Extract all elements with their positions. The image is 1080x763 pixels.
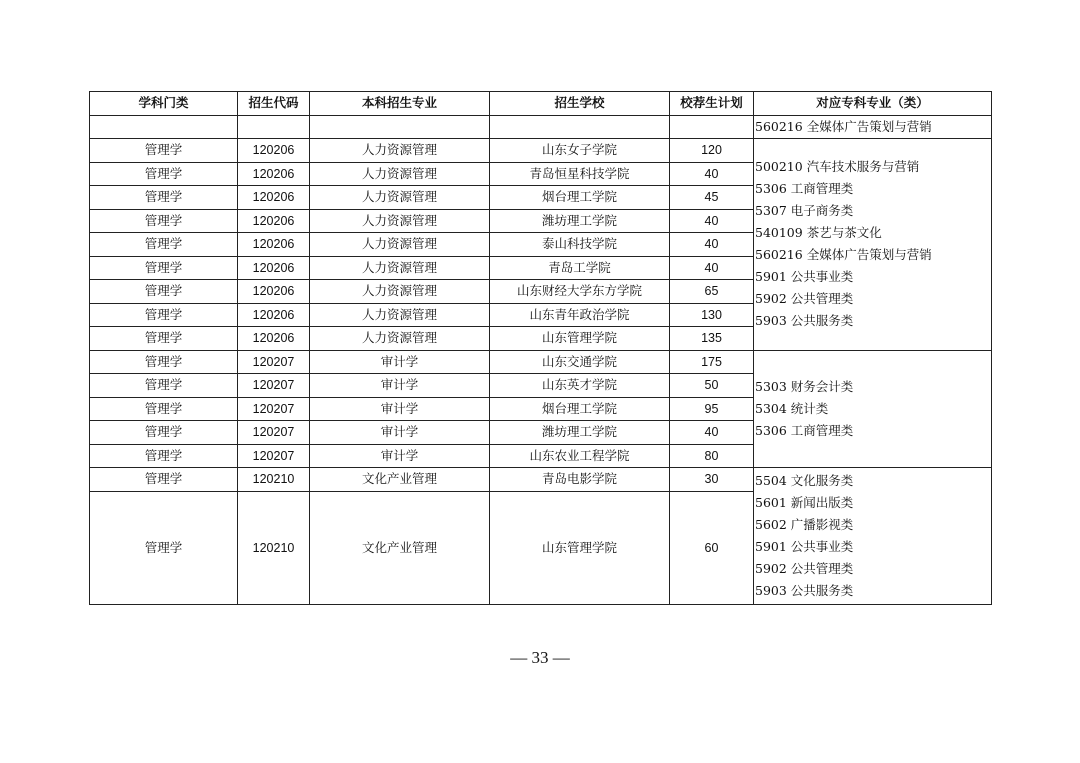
cell-school: 山东财经大学东方学院 [490, 280, 670, 304]
cell-category: 管理学 [90, 374, 238, 398]
related-major-item: 5601 新闻出版类 [755, 494, 854, 510]
cell-school [490, 115, 670, 139]
cell-plan: 40 [670, 162, 754, 186]
cell-school: 青岛电影学院 [490, 468, 670, 492]
cell-school: 山东农业工程学院 [490, 444, 670, 468]
cell-category [90, 115, 238, 139]
cell-major: 人力资源管理 [310, 162, 490, 186]
cell-category: 管理学 [90, 444, 238, 468]
cell-major: 文化产业管理 [310, 491, 490, 604]
cell-major: 人力资源管理 [310, 280, 490, 304]
cell-code: 120207 [238, 421, 310, 445]
cell-school: 山东英才学院 [490, 374, 670, 398]
related-major-item: 560216 全媒体广告策划与营销 [755, 247, 932, 263]
cell-code: 120206 [238, 162, 310, 186]
header-category: 学科门类 [90, 92, 238, 116]
cell-category: 管理学 [90, 421, 238, 445]
cell-category: 管理学 [90, 491, 238, 604]
cell-plan: 135 [670, 327, 754, 351]
cell-code: 120207 [238, 374, 310, 398]
related-major-item: 5902 公共管理类 [755, 560, 854, 576]
cell-major [310, 115, 490, 139]
related-major-item: 5306 工商管理类 [755, 181, 854, 197]
cell-code: 120210 [238, 468, 310, 492]
cell-major: 审计学 [310, 397, 490, 421]
header-major: 本科招生专业 [310, 92, 490, 116]
cell-major: 人力资源管理 [310, 327, 490, 351]
related-major-item: 5602 广播影视类 [755, 516, 854, 532]
cell-plan: 40 [670, 209, 754, 233]
cell-plan: 50 [670, 374, 754, 398]
cell-code: 120206 [238, 233, 310, 257]
cell-category: 管理学 [90, 397, 238, 421]
cell-category: 管理学 [90, 186, 238, 210]
cell-plan: 60 [670, 491, 754, 604]
cell-major: 文化产业管理 [310, 468, 490, 492]
table-body [90, 115, 992, 604]
cell-plan: 130 [670, 303, 754, 327]
table-row [90, 468, 992, 492]
related-majors-cell [754, 115, 992, 139]
cell-code: 120206 [238, 327, 310, 351]
cell-major: 人力资源管理 [310, 256, 490, 280]
cell-school: 烟台理工学院 [490, 186, 670, 210]
cell-category: 管理学 [90, 209, 238, 233]
related-major-item: 500210 汽车技术服务与营销 [755, 159, 920, 175]
cell-code: 120210 [238, 491, 310, 604]
enrollment-plan-table [89, 91, 992, 605]
cell-plan: 175 [670, 350, 754, 374]
cell-major: 审计学 [310, 350, 490, 374]
cell-category: 管理学 [90, 139, 238, 163]
cell-code: 120207 [238, 444, 310, 468]
cell-school: 潍坊理工学院 [490, 421, 670, 445]
cell-school: 青岛工学院 [490, 256, 670, 280]
header-school: 招生学校 [490, 92, 670, 116]
cell-code: 120206 [238, 280, 310, 304]
cell-code: 120207 [238, 350, 310, 374]
cell-category: 管理学 [90, 233, 238, 257]
cell-category: 管理学 [90, 468, 238, 492]
cell-plan: 45 [670, 186, 754, 210]
cell-plan: 80 [670, 444, 754, 468]
cell-category: 管理学 [90, 303, 238, 327]
cell-category: 管理学 [90, 350, 238, 374]
related-major-item: 5903 公共服务类 [755, 582, 854, 598]
table-row [90, 115, 992, 139]
related-major-item: 5901 公共事业类 [755, 269, 854, 285]
related-major-item: 5307 电子商务类 [755, 203, 854, 219]
page-number: — 33 — [510, 648, 570, 667]
cell-school: 潍坊理工学院 [490, 209, 670, 233]
cell-plan: 40 [670, 233, 754, 257]
cell-major: 人力资源管理 [310, 303, 490, 327]
cell-school: 山东青年政治学院 [490, 303, 670, 327]
cell-plan: 120 [670, 139, 754, 163]
cell-school: 烟台理工学院 [490, 397, 670, 421]
cell-school: 泰山科技学院 [490, 233, 670, 257]
related-majors-cell [754, 350, 992, 468]
cell-code: 120206 [238, 209, 310, 233]
cell-major: 人力资源管理 [310, 139, 490, 163]
cell-school: 山东管理学院 [490, 327, 670, 351]
related-major-item: 5902 公共管理类 [755, 291, 854, 307]
cell-school: 山东管理学院 [490, 491, 670, 604]
cell-code: 120206 [238, 303, 310, 327]
header-code: 招生代码 [238, 92, 310, 116]
cell-major: 人力资源管理 [310, 209, 490, 233]
table-row [90, 139, 992, 163]
cell-school: 山东女子学院 [490, 139, 670, 163]
related-major-item: 5304 统计类 [755, 400, 829, 416]
cell-major: 审计学 [310, 421, 490, 445]
table-row [90, 350, 992, 374]
cell-code: 120207 [238, 397, 310, 421]
table-header-row [90, 92, 992, 116]
related-major-item: 5303 财务会计类 [755, 378, 854, 394]
cell-code: 120206 [238, 256, 310, 280]
cell-major: 审计学 [310, 374, 490, 398]
cell-plan: 65 [670, 280, 754, 304]
cell-plan [670, 115, 754, 139]
cell-code: 120206 [238, 186, 310, 210]
cell-school: 青岛恒星科技学院 [490, 162, 670, 186]
related-major-item: 560216 全媒体广告策划与营销 [755, 118, 932, 134]
cell-plan: 40 [670, 256, 754, 280]
header-plan: 校荐生计划 [670, 92, 754, 116]
related-majors-cell [754, 139, 992, 351]
related-major-item: 540109 茶艺与茶文化 [755, 225, 882, 241]
related-majors-cell [754, 468, 992, 605]
cell-category: 管理学 [90, 256, 238, 280]
cell-major: 人力资源管理 [310, 186, 490, 210]
cell-category: 管理学 [90, 327, 238, 351]
cell-category: 管理学 [90, 162, 238, 186]
cell-major: 人力资源管理 [310, 233, 490, 257]
cell-major: 审计学 [310, 444, 490, 468]
cell-plan: 95 [670, 397, 754, 421]
cell-plan: 30 [670, 468, 754, 492]
cell-plan: 40 [670, 421, 754, 445]
header-related-majors: 对应专科专业（类） [754, 92, 992, 116]
related-major-item: 5306 工商管理类 [755, 422, 854, 438]
cell-category: 管理学 [90, 280, 238, 304]
cell-code [238, 115, 310, 139]
related-major-item: 5903 公共服务类 [755, 313, 854, 329]
cell-code: 120206 [238, 139, 310, 163]
related-major-item: 5504 文化服务类 [755, 472, 854, 488]
cell-school: 山东交通学院 [490, 350, 670, 374]
related-major-item: 5901 公共事业类 [755, 538, 854, 554]
